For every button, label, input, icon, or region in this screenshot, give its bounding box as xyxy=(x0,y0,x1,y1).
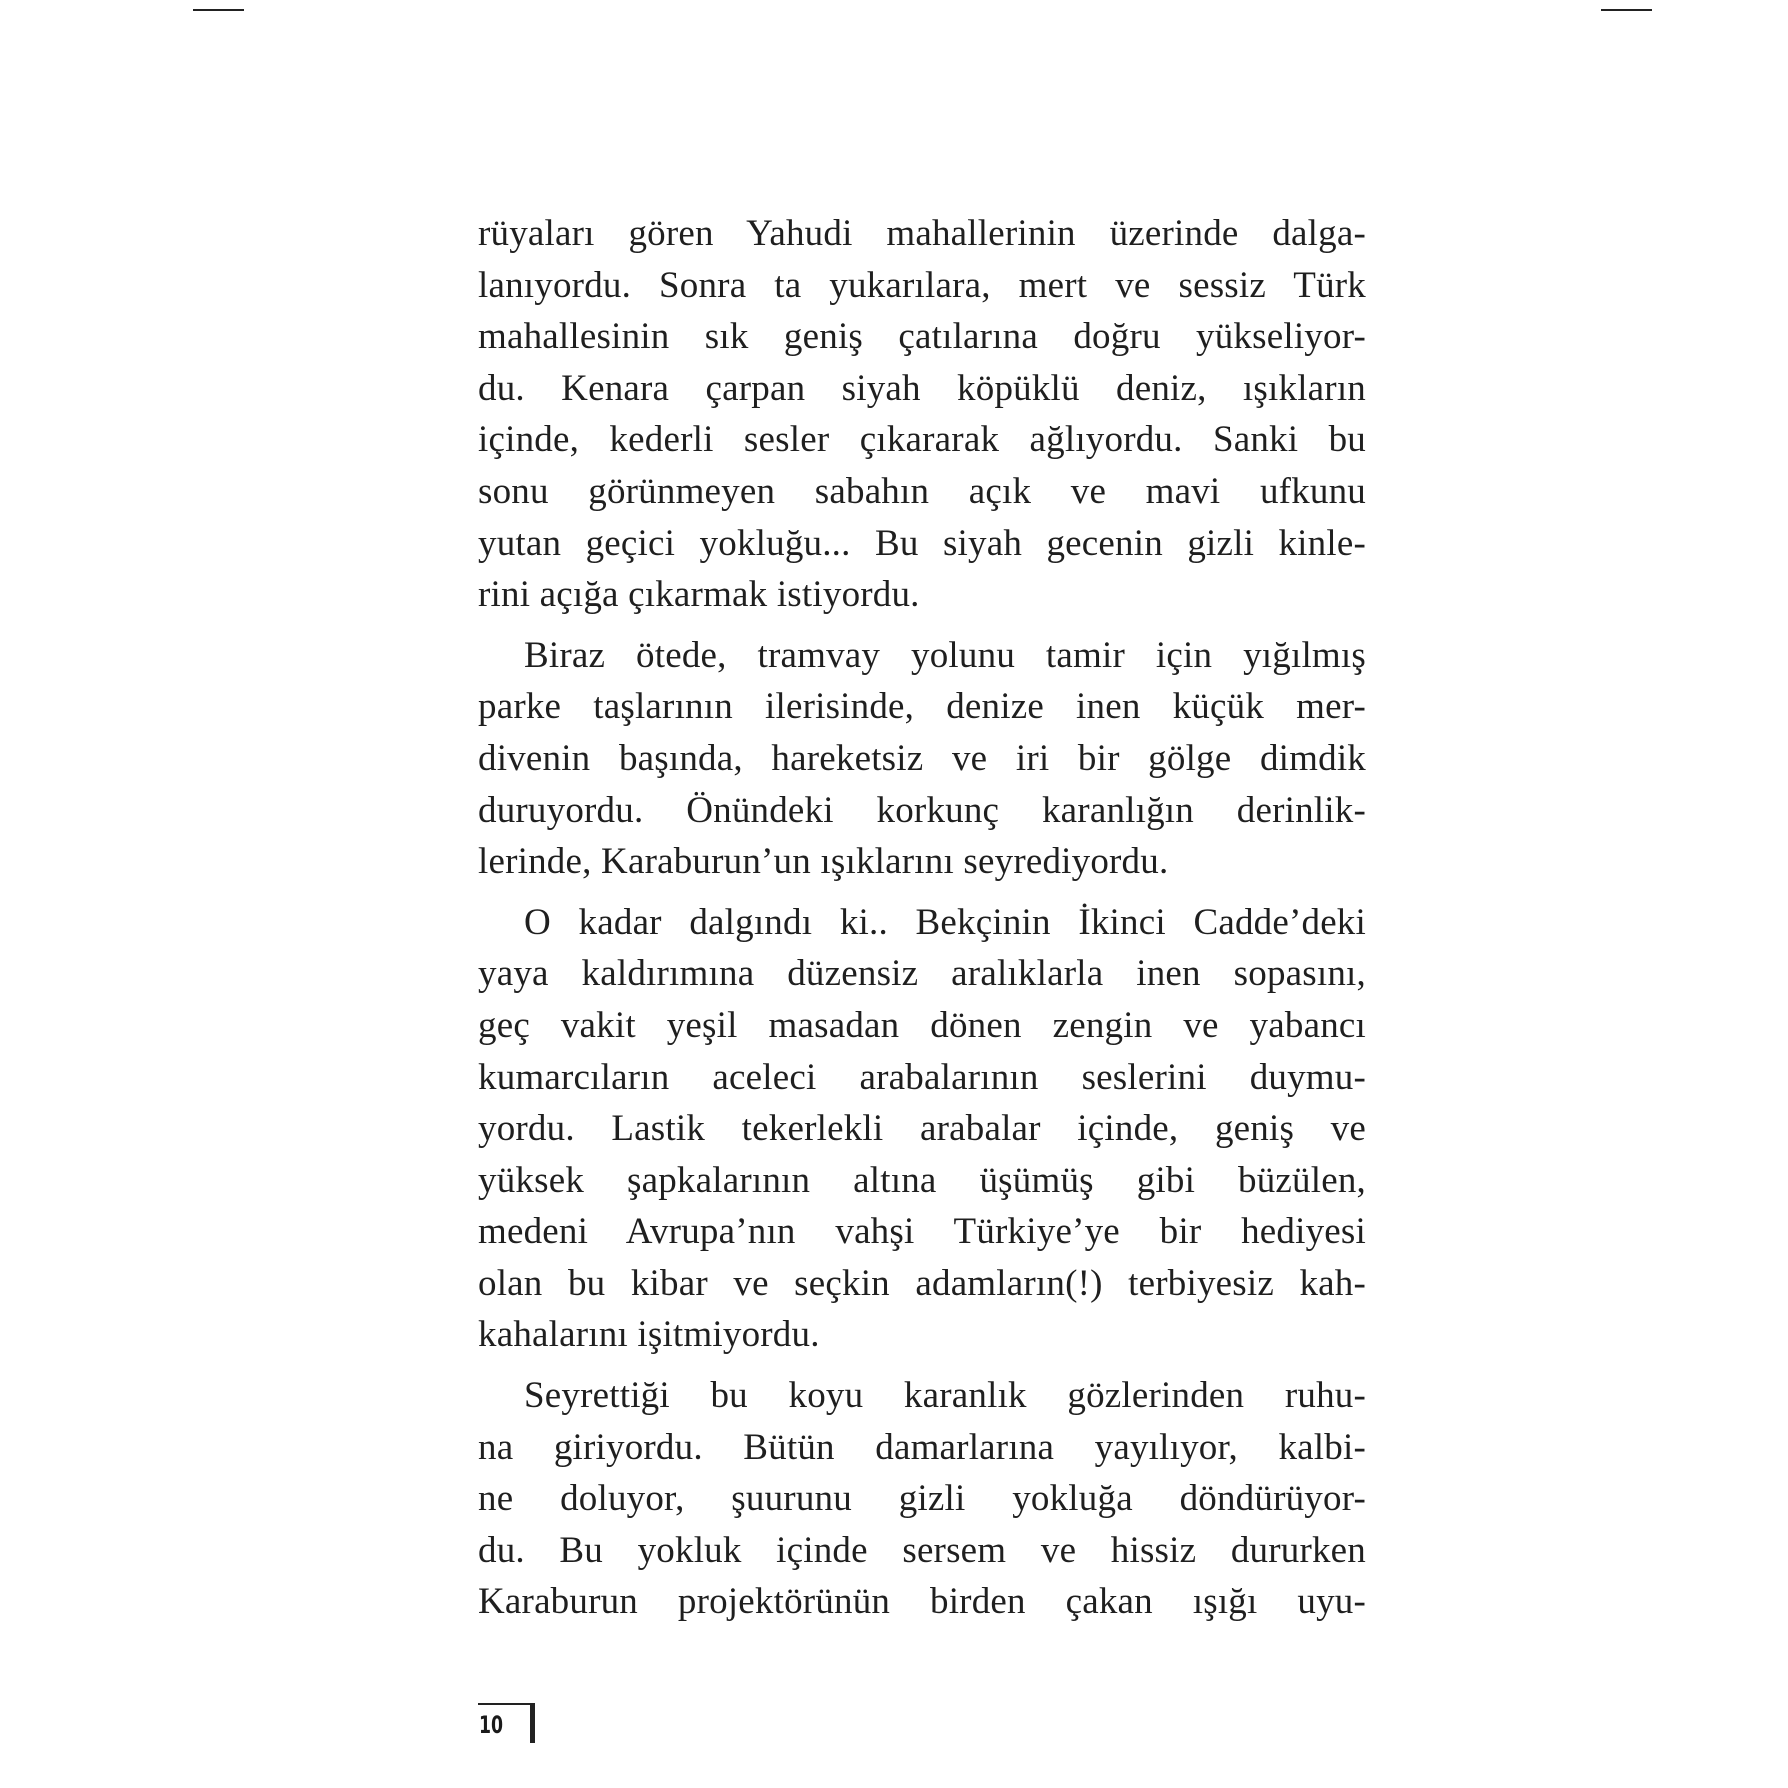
text-line: rüyaları gören Yahudi mahallerinin üzerinde dalga- xyxy=(478,213,1366,254)
paragraph xyxy=(478,630,1366,888)
text-line: yaya kaldırımına düzensiz aralıklarla inen sopasını, xyxy=(478,953,1366,995)
text-line: yordu. Lastik tekerlekli arabalar içinde, geniş ve xyxy=(478,1108,1366,1150)
page-number: 10 xyxy=(479,1711,504,1739)
text-line: Biraz ötede, tramvay yolunu tamir için yığılmış xyxy=(524,634,1366,676)
text-line: kumarcıların aceleci arabalarının seslerini duymu- xyxy=(478,1056,1366,1098)
text-line: medeni Avrupa’nın vahşi Türkiye’ye bir hediyesi xyxy=(478,1211,1366,1253)
text-line: sonu görünmeyen sabahın açık ve mavi ufkunu xyxy=(478,470,1366,512)
text-line: Seyrettiği bu koyu karanlık gözlerinden ruhu- xyxy=(524,1375,1366,1417)
text-line: içinde, kederli sesler çıkararak ağlıyordu. Sanki bu xyxy=(478,419,1366,461)
text-line: O kadar dalgındı ki.. Bekçinin İkinci Cadde’deki xyxy=(524,901,1366,943)
text-line: rini açığa çıkarmak istiyordu. xyxy=(478,574,920,616)
text-line: mahallesinin sık geniş çatılarına doğru yükseliyor- xyxy=(478,316,1366,358)
page-number-footer xyxy=(478,1703,538,1745)
text-line: Karaburun projektörünün birden çakan ışığı uyu- xyxy=(478,1581,1366,1623)
text-line: yüksek şapkalarının altına üşümüş gibi büzülen, xyxy=(478,1159,1366,1201)
text-line: duruyordu. Önündeki korkunç karanlığın derinlik- xyxy=(478,789,1366,831)
paragraph xyxy=(478,208,1366,621)
crop-mark-right xyxy=(1601,9,1652,11)
text-line: olan bu kibar ve seçkin adamların(!) terbiyesiz kah- xyxy=(478,1262,1366,1304)
paragraph xyxy=(478,897,1366,1361)
text-line: du. Bu yokluk içinde sersem ve hissiz dururken xyxy=(478,1529,1366,1571)
text-line: ne doluyor, şuurunu gizli yokluğa döndürüyor- xyxy=(478,1478,1366,1520)
text-line: du. Kenara çarpan siyah köpüklü deniz, ışıkların xyxy=(478,367,1366,409)
text-line: parke taşlarının ilerisinde, denize inen küçük mer- xyxy=(478,686,1366,728)
text-line: divenin başında, hareketsiz ve iri bir gölge dimdik xyxy=(478,737,1366,779)
text-line: yutan geçici yokluğu... Bu siyah gecenin gizli kinle- xyxy=(478,522,1366,564)
folio-rule xyxy=(478,1703,530,1705)
folio-bar xyxy=(530,1703,535,1743)
body-text xyxy=(478,208,1366,1628)
text-line: lanıyordu. Sonra ta yukarılara, mert ve sessiz Türk xyxy=(478,264,1366,306)
crop-mark-left xyxy=(193,9,244,11)
text-line: geç vakit yeşil masadan dönen zengin ve yabancı xyxy=(478,1004,1366,1046)
text-line: kahalarını işitmiyordu. xyxy=(478,1314,820,1356)
text-line: lerinde, Karaburun’un ışıklarını seyrediyordu. xyxy=(478,841,1169,883)
text-line: na giriyordu. Bütün damarlarına yayılıyor, kalbi- xyxy=(478,1426,1366,1468)
paragraph xyxy=(478,1370,1366,1628)
